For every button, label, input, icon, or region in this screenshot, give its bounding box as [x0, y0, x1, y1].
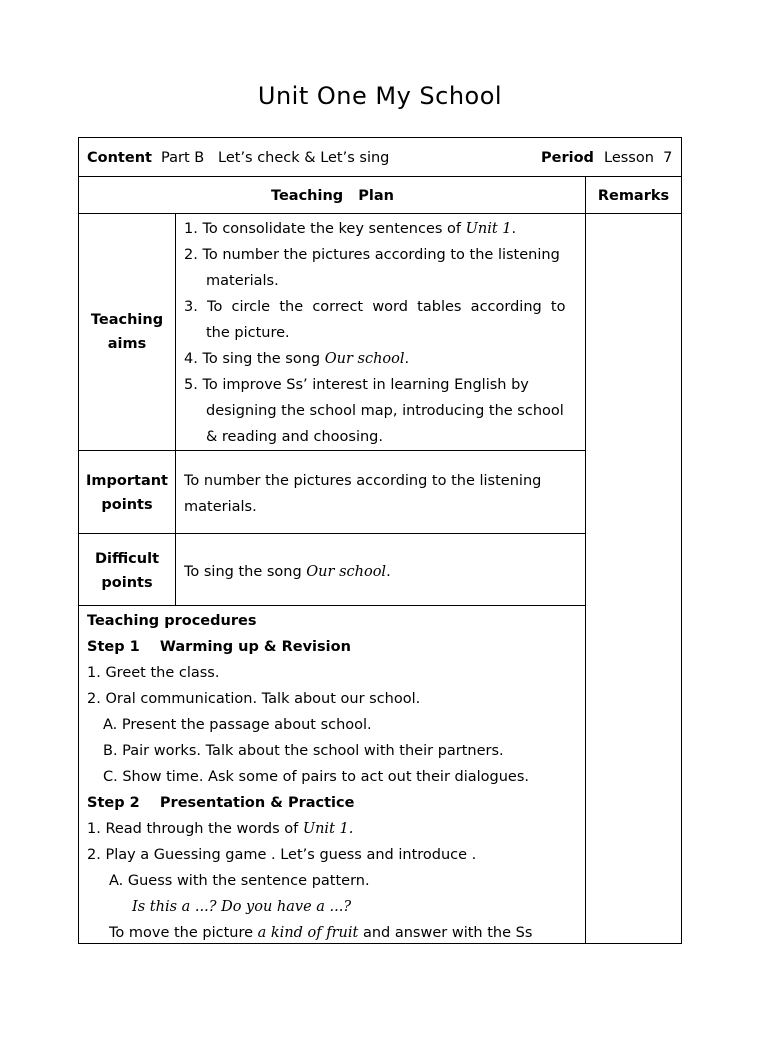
- procedure-item: 1. Read through the words of Unit 1.: [87, 821, 354, 837]
- aim-item: 3. To circle the correct word tables according to: [184, 299, 566, 315]
- period-value: Lesson 7: [604, 150, 673, 166]
- step1-heading: Step 1 Warming up & Revision: [87, 639, 351, 655]
- aim-item-cont: the picture.: [206, 325, 290, 341]
- teaching-aims-label-line2: aims: [107, 336, 147, 352]
- aim-item: 5. To improve Ss’ interest in learning English by: [184, 377, 529, 393]
- content-label: Content: [87, 150, 152, 166]
- sentence-pattern: Is this a ...? Do you have a ...?: [132, 899, 352, 915]
- difficult-points-label: [79, 547, 175, 595]
- aim-item-cont: & reading and choosing.: [206, 429, 383, 445]
- table-border-top: [78, 137, 682, 138]
- difficult-points-text: To sing the song Our school.: [184, 564, 391, 580]
- teaching-aims-label-line1: Teaching: [90, 312, 164, 328]
- teaching-plan-heading: Teaching Plan: [270, 188, 395, 204]
- important-points-line2: materials.: [184, 499, 257, 515]
- procedure-item: 2. Play a Guessing game . Let’s guess and introduce .: [87, 847, 477, 863]
- row-divider-aims: [78, 450, 585, 451]
- procedure-subitem: A. Guess with the sentence pattern.: [109, 873, 370, 889]
- procedure-subitem: A. Present the passage about school.: [103, 717, 372, 733]
- procedure-item: 2. Oral communication. Talk about our school.: [87, 691, 421, 707]
- aim-item: 2. To number the pictures according to the listening: [184, 247, 560, 263]
- procedure-item: 1. Greet the class.: [87, 665, 220, 681]
- content-value: Part B Let’s check & Let’s sing: [161, 150, 390, 166]
- aim-item-cont: designing the school map, introducing the school: [206, 403, 564, 419]
- procedure-subitem: B. Pair works. Talk about the school with their partners.: [103, 743, 504, 759]
- important-points-label-line2: points: [101, 497, 153, 513]
- teaching-aims-label: [79, 308, 175, 356]
- row-divider-header: [78, 176, 682, 177]
- aim-item: 1. To consolidate the key sentences of Unit 1.: [184, 221, 517, 237]
- procedure-item: To move the picture a kind of fruit and answer with the Ss: [109, 925, 533, 941]
- aim-item-cont: materials.: [206, 273, 279, 289]
- row-divider-difficult: [78, 605, 585, 606]
- column-divider-remarks: [585, 176, 586, 944]
- column-divider-label: [175, 213, 176, 605]
- page-title: Unit One My School: [257, 82, 503, 110]
- aims-list: [184, 216, 578, 450]
- difficult-points-label-line1: Difficult: [95, 551, 159, 567]
- important-points-text: [184, 468, 578, 520]
- row-divider-plan: [78, 213, 682, 214]
- table-border-right: [681, 137, 682, 944]
- procedures-heading: Teaching procedures: [87, 613, 257, 629]
- row-divider-important: [78, 533, 585, 534]
- aim-item: 4. To sing the song Our school.: [184, 351, 410, 367]
- step2-heading: Step 2 Presentation & Practice: [87, 795, 355, 811]
- period-label: Period: [541, 150, 594, 166]
- difficult-points-label-line2: points: [101, 575, 153, 591]
- important-points-label-line1: Important: [86, 473, 168, 489]
- important-points-label: [79, 469, 175, 517]
- remarks-heading: Remarks: [597, 188, 670, 204]
- table-border-left: [78, 137, 79, 944]
- procedure-subitem: C. Show time. Ask some of pairs to act out their dialogues.: [103, 769, 530, 785]
- important-points-line1: To number the pictures according to the listening: [184, 473, 542, 489]
